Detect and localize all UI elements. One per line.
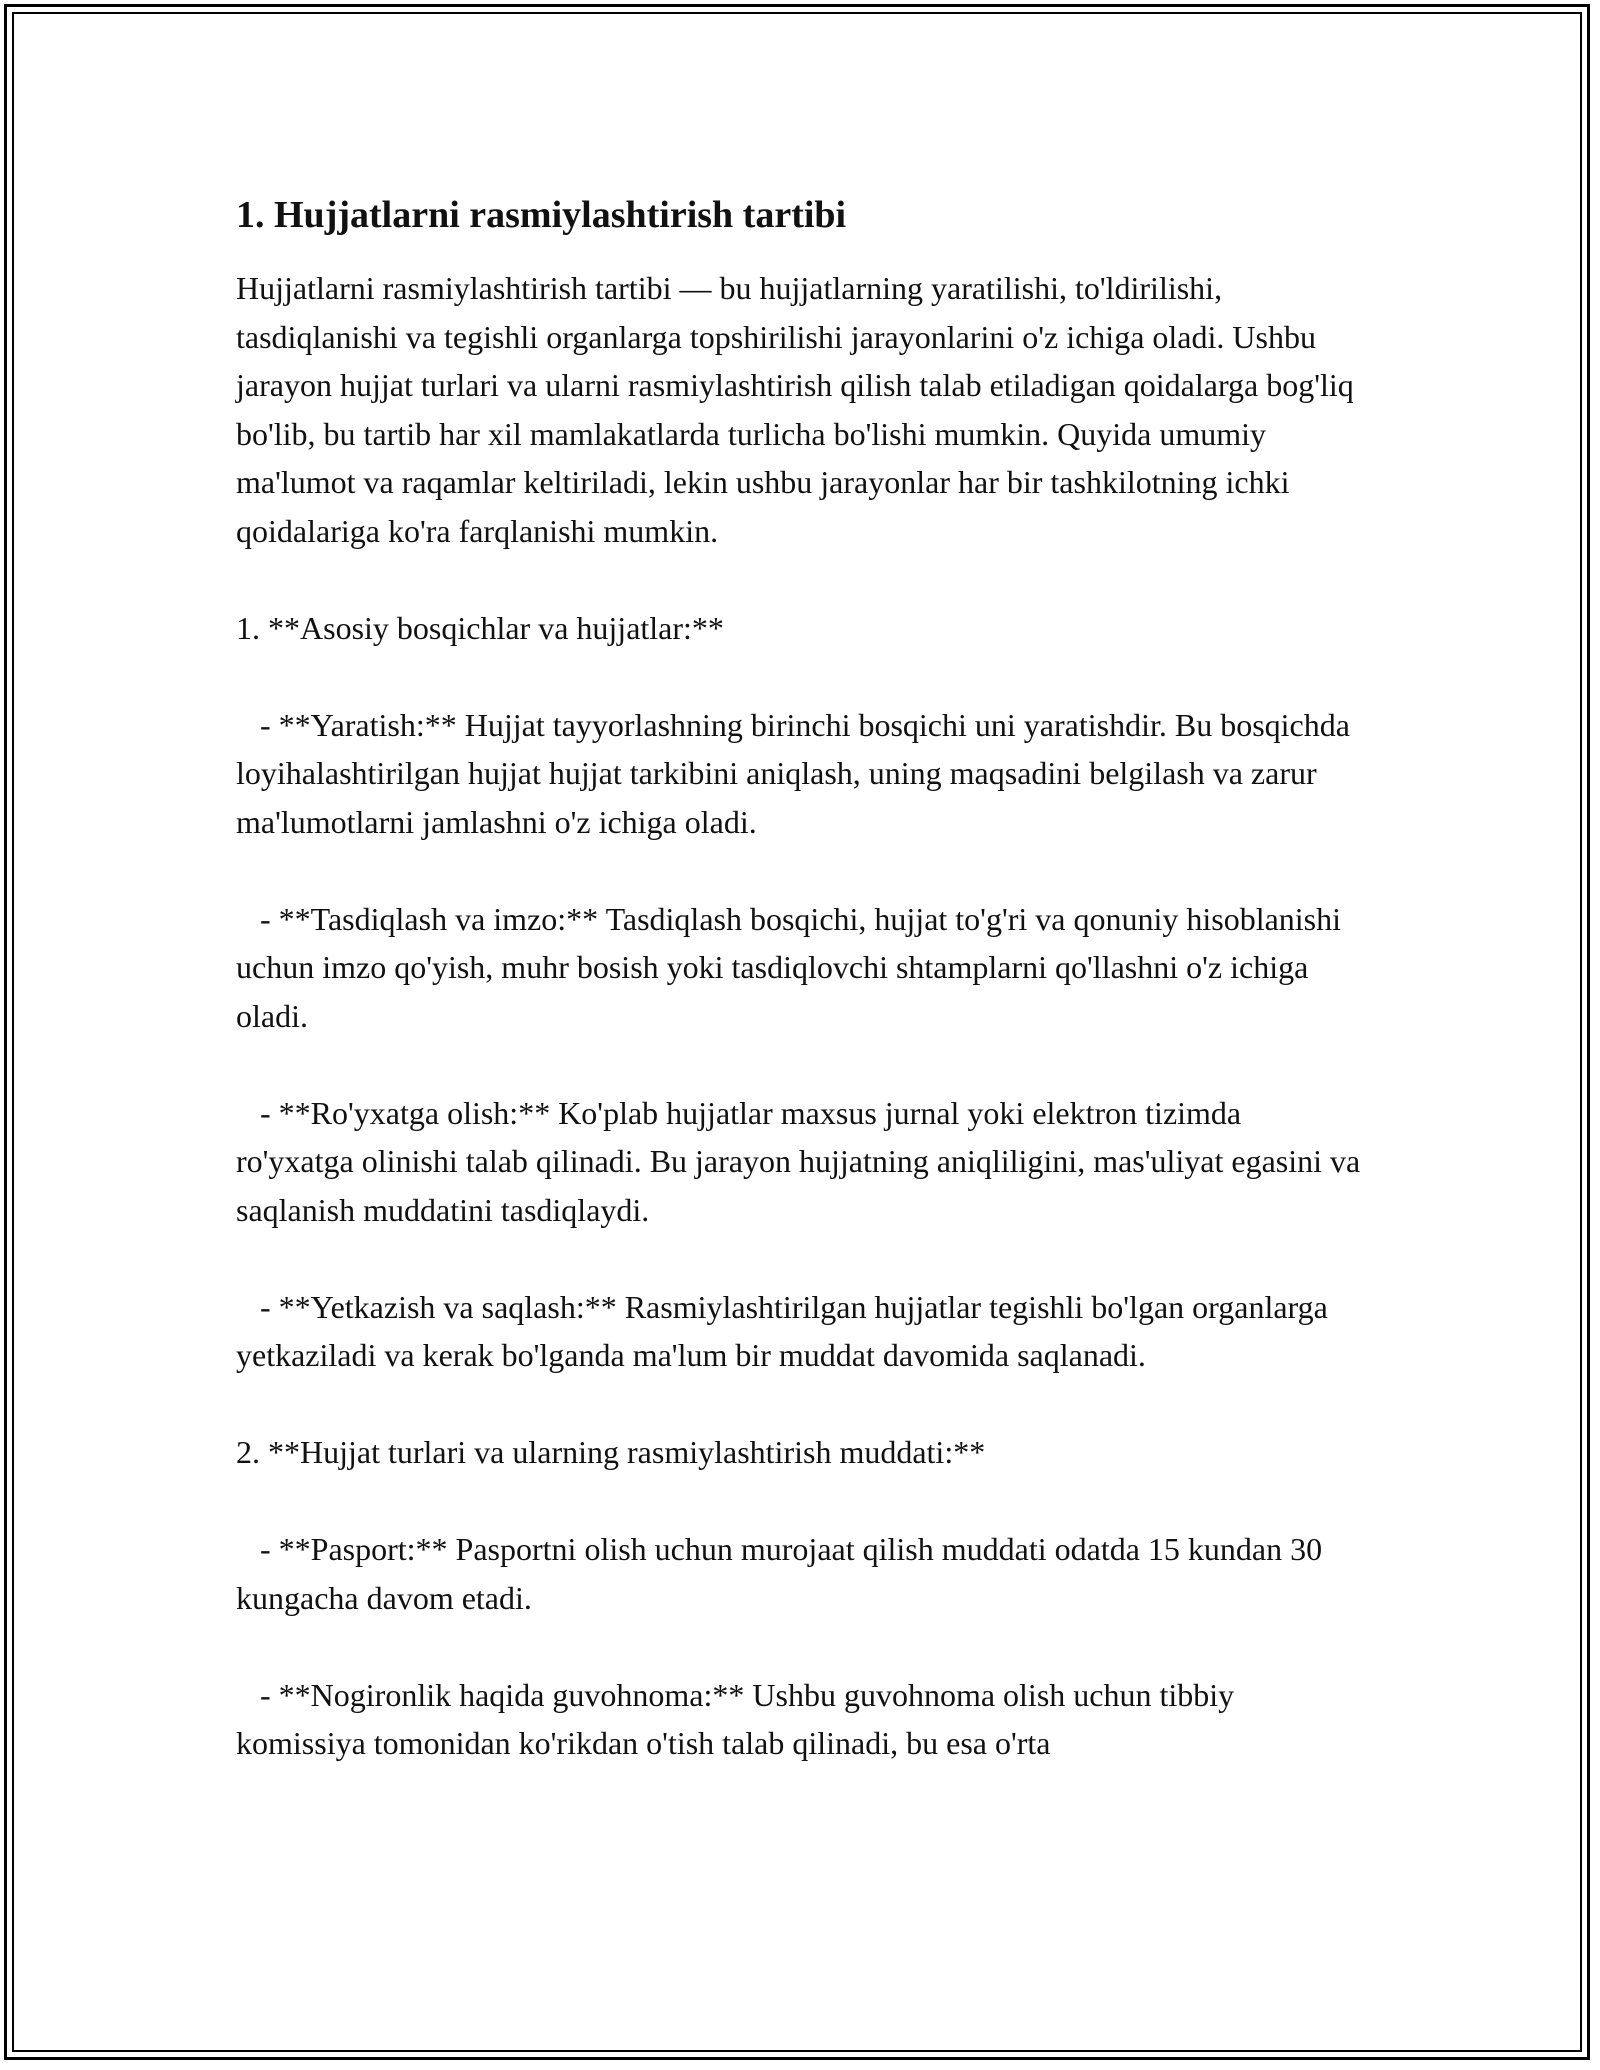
section-heading-stages: 1. **Asosiy bosqichlar va hujjatlar:** [236,609,724,646]
list-item-royxatga-olish: - **Ro'yxatga olish:** Ko'plab hujjatlar maxsus jurnal yoki elektron tizimda ro'yxatga olinishi talab qilinadi. Bu jarayon hujjatning aniqliligini, mas'uliyat egasini va saqlanish muddatini tasdiqlaydi. [236,1094,1369,1228]
paragraph-spacer [236,1477,1366,1526]
paragraph-spacer [236,1622,1366,1671]
section-heading-document-types: 2. **Hujjat turlari va ularning rasmiylashtirish muddati:** [236,1434,986,1470]
list-item-yetkazish: - **Yetkazish va saqlash:** Rasmiylashtirilgan hujjatlar tegishli bo'lgan organlarga yetkaziladi va kerak bo'lganda ma'lum bir muddat davomida saqlanadi. [236,1288,1336,1373]
paragraph-spacer [236,1380,1366,1429]
list-item-yaratish: - **Yaratish:** Hujjat tayyorlashning birinchi bosqichi uni yaratishdir. Bu bosqichda loyihalashtirilgan hujjat hujjat tarkibini aniqlash, uning maqsadini belgilash va zarur ma'lumotlarni jamlashni o'z ichiga oladi. [236,706,1358,840]
paragraph-spacer [236,555,1366,604]
list-item-pasport: - **Pasport:** Pasportni olish uchun murojaat qilish muddati odatda 15 kundan 30 kungacha davom etadi. [236,1531,1331,1616]
intro-paragraph: Hujjatlarni rasmiylashtirish tartibi — bu hujjatlarning yaratilishi, to'ldirilishi, tasdiqlanishi va tegishli organlarga topshirilishi jarayonlarini o'z ichiga oladi. Ushbu jarayon hujjat turlari va ularni rasmiylashtirish qilish talab etiladigan qoidalarga bog'liq bo'lib, bu tartib har xil mamlakatlarda turlicha bo'lishi mumkin. Quyida umumiy ma'lumot va raqamlar keltiriladi, lekin ushbu jarayonlar har bir tashkilotning ichki qoidalariga ko'ra farqlanishi mumkin. [236,270,1362,549]
paragraph-spacer [236,1234,1366,1283]
paragraph-spacer [236,846,1366,895]
document-title: 1. Hujjatlarni rasmiylashtirish tartibi [236,194,847,236]
list-item-nogironlik: - **Nogironlik haqida guvohnoma:** Ushbu guvohnoma olish uchun tibbiy komissiya tomonidan ko'rikdan o'tish talab qilinadi, bu esa o'rta [236,1676,1243,1761]
document-body [236,188,1369,1768]
paragraph-spacer [236,652,1366,701]
paragraph-spacer [236,1040,1366,1089]
list-item-tasdiqlash: - **Tasdiqlash va imzo:** Tasdiqlash bosqichi, hujjat to'g'ri va qonuniy hisoblanishi uchun imzo qo'yish, muhr bosish yoki tasdiqlovchi shtamplarni qo'llashni o'z ichiga oladi. [236,900,1350,1034]
